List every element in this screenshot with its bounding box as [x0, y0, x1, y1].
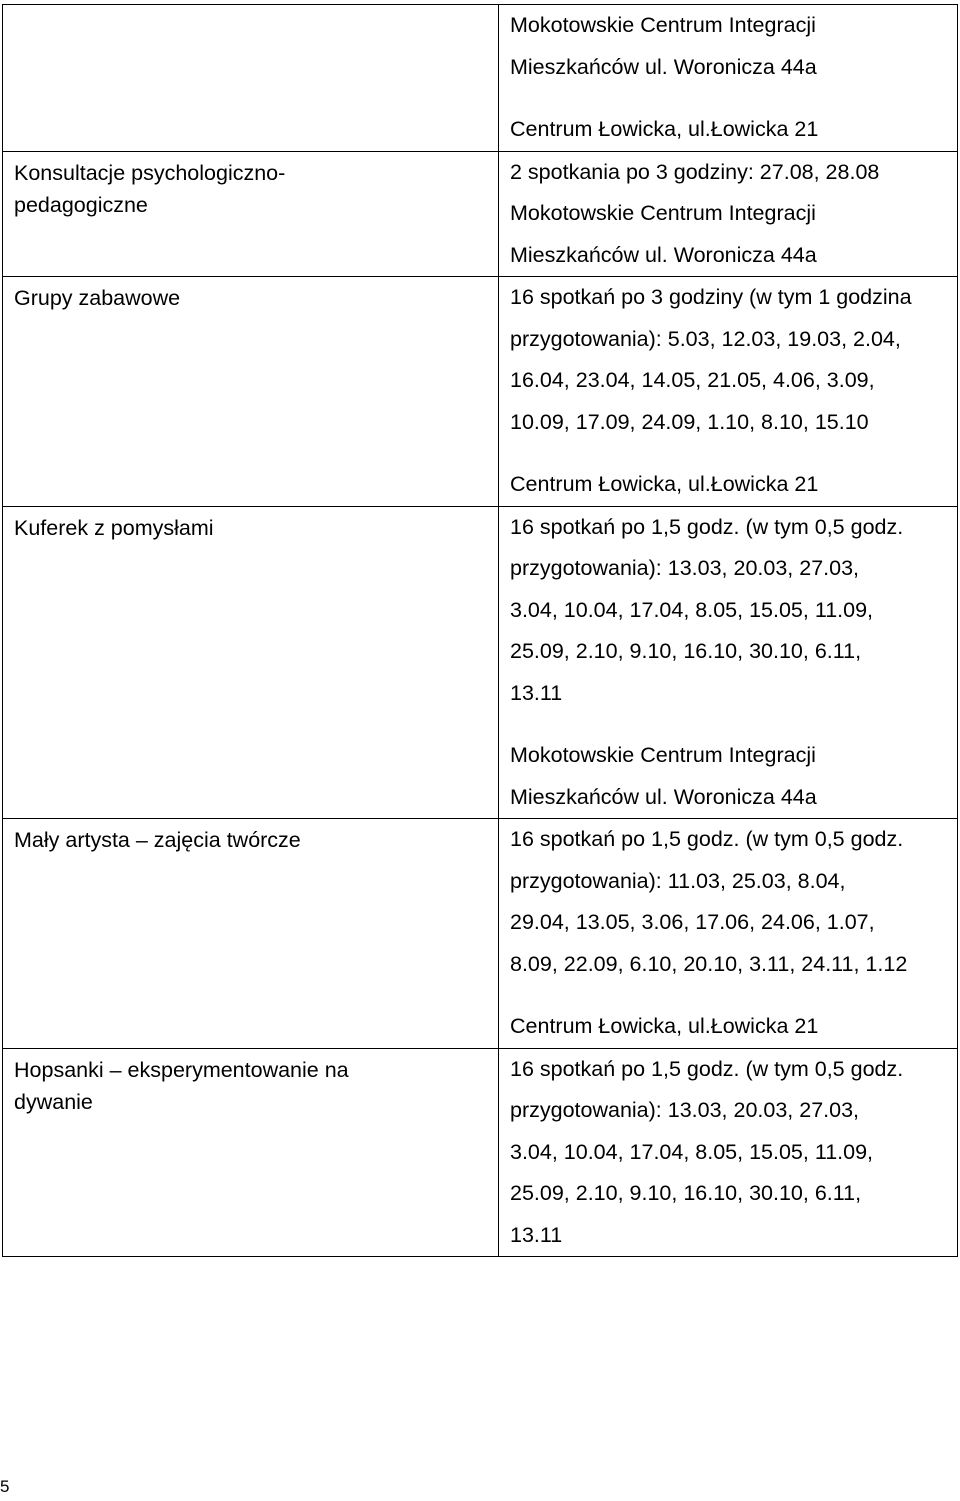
- schedule-details-cell: [499, 5, 958, 152]
- schedule-detail-line: Centrum Łowicka, ul.Łowicka 21: [510, 472, 819, 496]
- activity-name-line: Kuferek z pomysłami: [14, 515, 214, 540]
- schedule-detail-line: przygotowania): 13.03, 20.03, 27.03,: [510, 1098, 860, 1122]
- schedule-table: [2, 4, 958, 1257]
- schedule-detail-line: przygotowania): 11.03, 25.03, 8.04,: [510, 868, 846, 893]
- schedule-detail-line: 16 spotkań po 1,5 godz. (w tym 0,5 godz.: [510, 827, 904, 851]
- schedule-details-cell: [499, 506, 958, 819]
- activity-name: [14, 819, 488, 856]
- activity-name: [14, 507, 488, 544]
- schedule-detail-line: Mokotowskie Centrum Integracji: [510, 201, 816, 225]
- activity-name-line: dywanie: [14, 1089, 93, 1114]
- schedule-detail-line: Mieszkańców ul. Woronicza 44a: [510, 242, 817, 267]
- activity-name: [14, 277, 488, 314]
- schedule-detail-line: 13.11: [510, 1222, 563, 1247]
- spacer: [510, 88, 951, 109]
- activity-name-line: Mały artysta – zajęcia twórcze: [14, 828, 301, 852]
- activity-name-cell: [3, 506, 499, 819]
- activity-name: [14, 152, 488, 221]
- activity-name-line: pedagogiczne: [14, 192, 148, 217]
- schedule-detail-line: 16 spotkań po 3 godziny (w tym 1 godzina: [510, 285, 912, 309]
- schedule-detail-line: 13.11: [510, 680, 563, 705]
- schedule-row: [3, 5, 958, 152]
- activity-name-line: Konsultacje psychologiczno-: [14, 160, 286, 185]
- spacer: [510, 714, 951, 735]
- spacer: [510, 443, 951, 464]
- spacer: [510, 985, 951, 1006]
- schedule-detail-line: 25.09, 2.10, 9.10, 16.10, 30.10, 6.11,: [510, 1181, 862, 1205]
- schedule-row: [3, 819, 958, 1049]
- schedule-detail-line: Mokotowskie Centrum Integracji: [510, 743, 816, 767]
- schedule-details-cell: [499, 819, 958, 1049]
- activity-name-cell: [3, 1048, 499, 1257]
- activity-name-line: Hopsanki – eksperymentowanie na: [14, 1057, 349, 1082]
- schedule-detail-line: 3.04, 10.04, 17.04, 8.05, 15.05, 11.09,: [510, 597, 874, 622]
- schedule-row: [3, 1048, 958, 1257]
- schedule-detail-line: 29.04, 13.05, 3.06, 17.06, 24.06, 1.07,: [510, 910, 875, 934]
- schedule-detail-line: Mokotowskie Centrum Integracji: [510, 13, 816, 37]
- schedule-detail-line: 3.04, 10.04, 17.04, 8.05, 15.05, 11.09,: [510, 1139, 874, 1164]
- activity-name-cell: [3, 277, 499, 507]
- schedule-table-body: [3, 5, 958, 1257]
- activity-name-cell: [3, 5, 499, 152]
- schedule-row: [3, 506, 958, 819]
- schedule-details-cell: [499, 277, 958, 507]
- schedule-detail-line: 2 spotkania po 3 godziny: 27.08, 28.08: [510, 159, 880, 184]
- schedule-detail-line: 16 spotkań po 1,5 godz. (w tym 0,5 godz.: [510, 1056, 904, 1081]
- schedule-detail-line: Mieszkańców ul. Woronicza 44a: [510, 784, 817, 809]
- page-number: 5: [0, 1477, 10, 1496]
- schedule-detail-line: przygotowania): 5.03, 12.03, 19.03, 2.04,: [510, 326, 901, 351]
- schedule-detail-line: 8.09, 22.09, 6.10, 20.10, 3.11, 24.11, 1.12: [510, 951, 908, 976]
- schedule-detail-line: przygotowania): 13.03, 20.03, 27.03,: [510, 556, 860, 580]
- schedule-detail-line: Centrum Łowicka, ul.Łowicka 21: [510, 1014, 819, 1038]
- activity-name: [14, 5, 488, 10]
- activity-name-cell: [3, 151, 499, 277]
- schedule-detail-line: 16.04, 23.04, 14.05, 21.05, 4.06, 3.09,: [510, 368, 875, 392]
- schedule-row: [3, 151, 958, 277]
- schedule-details-cell: [499, 151, 958, 277]
- schedule-detail-line: 16 spotkań po 1,5 godz. (w tym 0,5 godz.: [510, 514, 904, 539]
- schedule-details-cell: [499, 1048, 958, 1257]
- schedule-detail-line: Centrum Łowicka, ul.Łowicka 21: [510, 117, 819, 141]
- activity-name-cell: [3, 819, 499, 1049]
- schedule-detail-line: Mieszkańców ul. Woronicza 44a: [510, 54, 817, 79]
- schedule-detail-line: 10.09, 17.09, 24.09, 1.10, 8.10, 15.10: [510, 409, 869, 434]
- activity-name-line: Grupy zabawowe: [14, 286, 181, 310]
- schedule-detail-line: 25.09, 2.10, 9.10, 16.10, 30.10, 6.11,: [510, 639, 862, 663]
- activity-name: [14, 1049, 488, 1118]
- schedule-row: [3, 277, 958, 507]
